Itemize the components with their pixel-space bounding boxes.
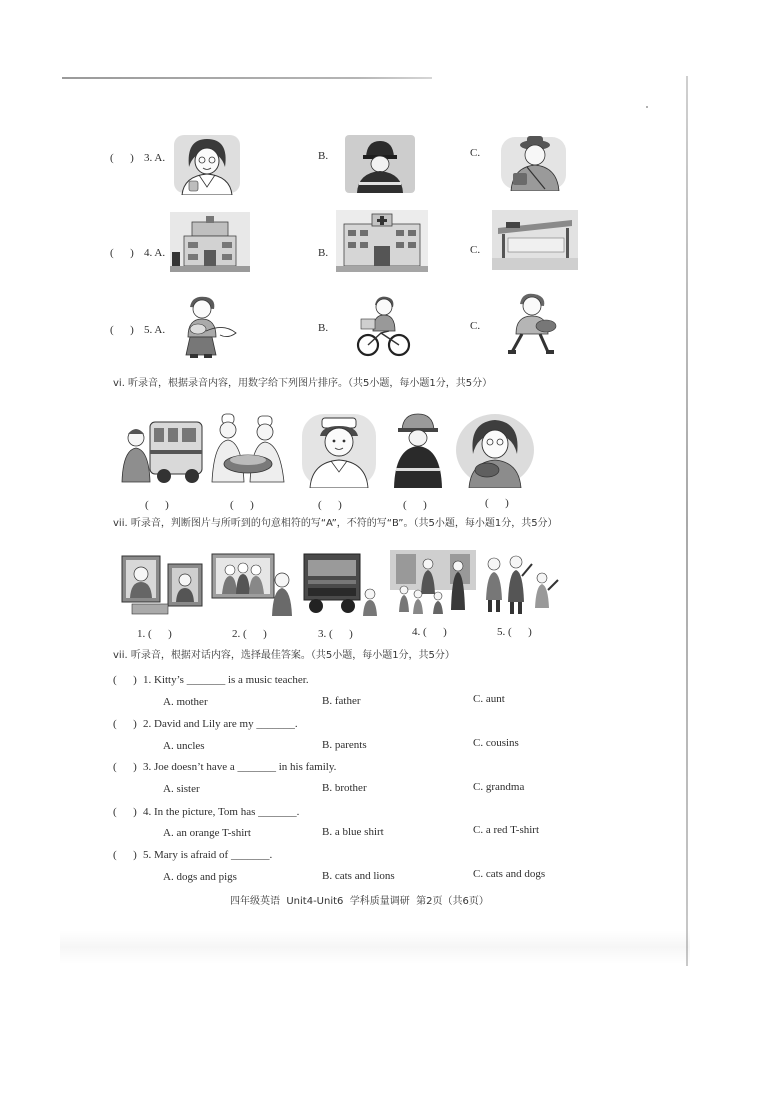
- q5-option-c-label: C.: [470, 320, 481, 332]
- section-vii-heading: vii. 听录音，判断图片与所听到的句意相符的写“A”，不符的写“B”。（共5小题，每小题1分，共5分）: [113, 518, 558, 529]
- top-rule: [62, 77, 432, 79]
- picture-bus-driver: [120, 412, 204, 488]
- viii-q4-option-b[interactable]: B. a blue shirt: [322, 826, 384, 838]
- picture-farmer: [497, 133, 570, 191]
- picture-firefighter-2: [390, 412, 446, 488]
- picture-girl-with-mouse: [172, 293, 242, 359]
- viii-q2-option-a[interactable]: A. uncles: [163, 740, 205, 752]
- viii-q4-option-a[interactable]: A. an orange T-shirt: [163, 827, 251, 839]
- vii-label-5[interactable]: 5. ( ): [497, 626, 532, 638]
- q3-paren[interactable]: ( ): [110, 152, 134, 164]
- viii-q2-option-c[interactable]: C. cousins: [473, 737, 519, 749]
- viii-q1-option-a[interactable]: A. mother: [163, 696, 208, 708]
- picture-doctor: [172, 133, 242, 195]
- viii-q3-option-a[interactable]: A. sister: [163, 783, 200, 795]
- viii-q4-option-c[interactable]: C. a red T-shirt: [473, 824, 539, 836]
- scan-shadow: [60, 930, 690, 964]
- q4-option-b-label: B.: [318, 247, 329, 259]
- picture-firefighter: [345, 135, 415, 193]
- viii-q3-text: 3. Joe doesn’t have a _______ in his family.: [143, 761, 337, 773]
- picture-nurse: [298, 412, 380, 488]
- viii-q1-paren[interactable]: ( ): [113, 674, 137, 686]
- vii-label-4[interactable]: 4. ( ): [412, 626, 447, 638]
- viii-q5-option-a[interactable]: A. dogs and pigs: [163, 871, 237, 883]
- picture-people-group: [390, 550, 476, 616]
- q4-paren[interactable]: ( ): [110, 247, 134, 259]
- viii-q5-option-b[interactable]: B. cats and lions: [322, 870, 395, 882]
- vi-paren-1[interactable]: ( ): [145, 499, 169, 511]
- viii-q2-option-b[interactable]: B. parents: [322, 739, 367, 751]
- viii-q3-paren[interactable]: ( ): [113, 761, 137, 773]
- vi-paren-5[interactable]: ( ): [485, 497, 509, 509]
- viii-q4-paren[interactable]: ( ): [113, 806, 137, 818]
- viii-q4-text: 4. In the picture, Tom has _______.: [143, 806, 300, 818]
- viii-q5-option-c[interactable]: C. cats and dogs: [473, 868, 546, 880]
- q3-number: 3. A.: [144, 152, 166, 164]
- viii-q1-text: 1. Kitty’s _______ is a music teacher.: [143, 674, 309, 686]
- viii-q1-option-c[interactable]: C. aunt: [473, 693, 505, 705]
- viii-q5-text: 5. Mary is afraid of _______.: [143, 849, 273, 861]
- section-vi-heading: vi. 听录音，根据录音内容，用数字给下列图片排序。（共5小题，每小题1分，共5分）: [113, 378, 493, 389]
- q3-option-b-label: B.: [318, 150, 329, 162]
- q4-number: 4. A.: [144, 247, 166, 259]
- viii-q3-option-b[interactable]: B. brother: [322, 782, 367, 794]
- viii-q5-paren[interactable]: ( ): [113, 849, 137, 861]
- picture-people-waving: [482, 550, 560, 616]
- section-viii-heading: vii. 听录音，根据对话内容，选择最佳答案。（共5小题，每小题1分，共5分）: [113, 650, 455, 661]
- q4-option-c-label: C.: [470, 244, 481, 256]
- viii-q2-text: 2. David and Lily are my _______.: [143, 718, 298, 730]
- vi-paren-4[interactable]: ( ): [403, 499, 427, 511]
- q3-option-c-label: C.: [470, 147, 481, 159]
- vii-label-3[interactable]: 3. ( ): [318, 628, 353, 640]
- vii-label-1[interactable]: 1. ( ): [137, 628, 172, 640]
- vi-paren-2[interactable]: ( ): [230, 499, 254, 511]
- picture-girl-on-bike: [355, 295, 411, 358]
- viii-q2-paren[interactable]: ( ): [113, 718, 137, 730]
- viii-q1-option-b[interactable]: B. father: [322, 695, 361, 707]
- right-edge-rule: [686, 76, 688, 966]
- q5-paren[interactable]: ( ): [110, 324, 134, 336]
- picture-family-picture: [210, 550, 294, 616]
- picture-hospital: [336, 210, 428, 272]
- q5-number: 5. A.: [144, 324, 166, 336]
- picture-child-with-pet: [500, 292, 566, 355]
- vii-label-2[interactable]: 2. ( ): [232, 628, 267, 640]
- q5-option-b-label: B.: [318, 322, 329, 334]
- picture-police-station: [170, 212, 250, 272]
- vi-paren-3[interactable]: ( ): [318, 499, 342, 511]
- viii-q3-option-c[interactable]: C. grandma: [473, 781, 525, 793]
- page-footer: 四年级英语 Unit4-Unit6 学科质量调研 第2页（共6页）: [230, 896, 489, 907]
- picture-cooks: [208, 412, 290, 488]
- picture-woman-with-bowl: [455, 412, 535, 488]
- picture-truck: [300, 550, 382, 616]
- picture-bus-station: [492, 210, 578, 270]
- picture-family-photo: [118, 550, 206, 616]
- scan-speck: [646, 106, 648, 108]
